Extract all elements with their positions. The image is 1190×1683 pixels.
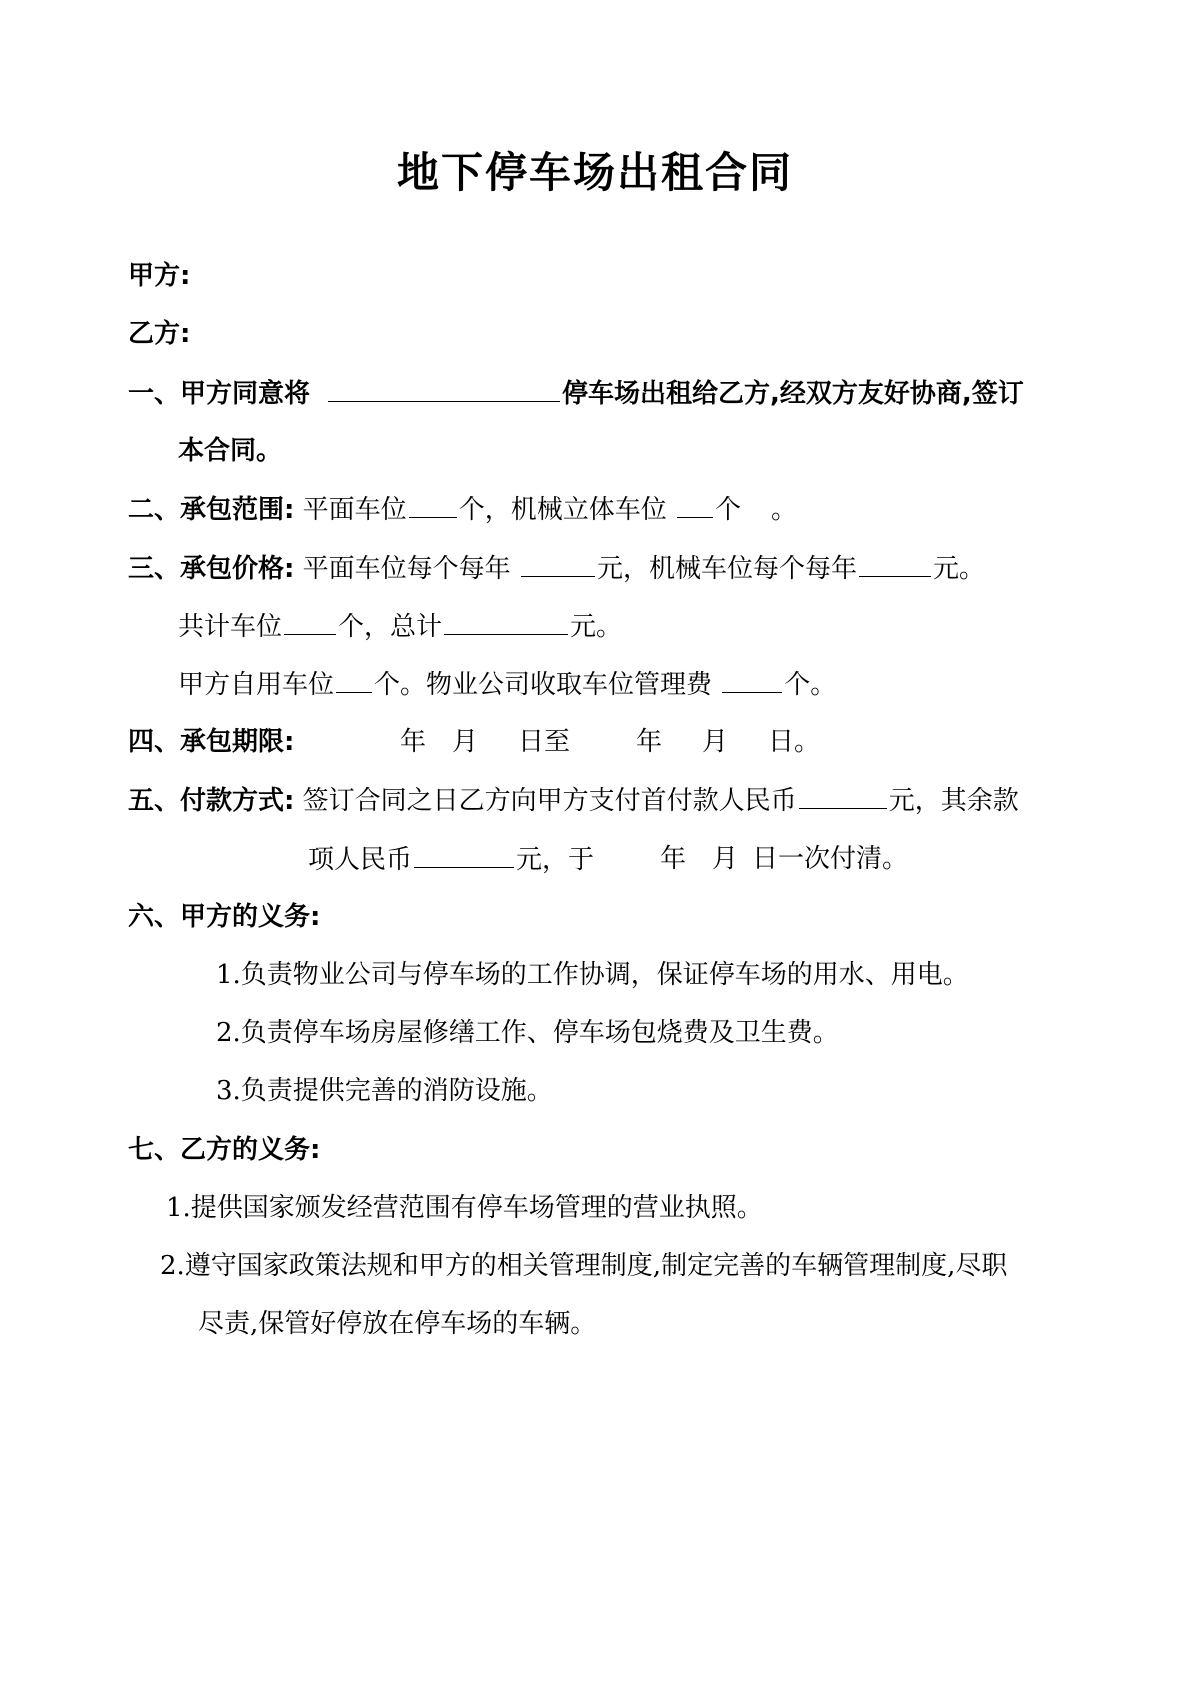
section-7-label: 七、乙方的义务: xyxy=(128,1135,321,1165)
section-4-label: 四、承包期限: xyxy=(128,727,295,757)
section-2-text: 平面车位 xyxy=(302,495,407,525)
section-5-text: 元，于 xyxy=(516,845,595,875)
date-end-month: 月 xyxy=(702,727,729,757)
blank-mechanical-spaces[interactable] xyxy=(677,491,713,518)
section-7-item-2: 2.遵守国家政策法规和甲方的相关管理制度,制定完善的车辆管理制度,尽职 xyxy=(160,1251,1008,1281)
section-7-item-1: 1.提供国家颁发经营范围有停车场管理的营业执照。 xyxy=(166,1193,763,1223)
blank-total-spaces[interactable] xyxy=(284,608,336,635)
section-5-text: 元，其余款 xyxy=(888,786,1019,816)
blank-parking-name[interactable] xyxy=(328,375,560,402)
section-5 xyxy=(128,782,1019,819)
section-1-text: 停车场出租给乙方,经双方友好协商,签订 xyxy=(562,379,1024,409)
date-end-year: 年 xyxy=(636,727,663,757)
section-6-label: 六、甲方的义务: xyxy=(128,902,321,932)
blank-management-fee[interactable] xyxy=(722,666,782,693)
section-3-line-3 xyxy=(178,666,836,703)
section-3-text: 甲方自用车位 xyxy=(178,670,335,700)
section-2-label: 二、承包范围: xyxy=(128,495,295,525)
date-start-day: 日至 xyxy=(518,727,571,757)
section-3-line-2 xyxy=(178,608,622,645)
party-b-label: 乙方: xyxy=(128,319,191,349)
blank-flat-price[interactable] xyxy=(521,550,595,577)
blank-remaining-amount[interactable] xyxy=(414,841,514,868)
date-start-month: 月 xyxy=(452,727,479,757)
blank-self-use-spaces[interactable] xyxy=(336,666,372,693)
section-2-text: 个，机械立体车位 xyxy=(458,495,667,525)
section-2-text: 。 xyxy=(770,495,797,525)
section-5-label: 五、付款方式: xyxy=(128,786,295,816)
pay-month: 月 xyxy=(712,844,739,874)
blank-flat-spaces[interactable] xyxy=(409,491,457,518)
section-6-item-3: 3.负责提供完善的消防设施。 xyxy=(216,1076,553,1106)
section-3-text: 元。 xyxy=(570,612,623,642)
blank-down-payment[interactable] xyxy=(799,782,887,809)
pay-year: 年 xyxy=(660,844,687,874)
section-3-label: 三、承包价格: xyxy=(128,554,295,584)
section-7-item-2-continuation: 尽责,保管好停放在停车场的车辆。 xyxy=(198,1309,597,1339)
section-6-item-1: 1.负责物业公司与停车场的工作协调，保证停车场的用水、用电。 xyxy=(216,960,969,990)
section-1 xyxy=(128,375,1024,412)
blank-total-amount[interactable] xyxy=(444,608,568,635)
date-start-year: 年 xyxy=(400,727,427,757)
section-3-text: 个。物业公司收取车位管理费 xyxy=(374,670,713,700)
section-6-item-2: 2.负责停车场房屋修缮工作、停车场包烧费及卫生费。 xyxy=(216,1018,839,1048)
section-3-text: 元，机械车位每个每年 xyxy=(596,554,857,584)
section-3-text: 个。 xyxy=(784,670,837,700)
document-title: 地下停车场出租合同 xyxy=(396,148,793,197)
section-5-line-2 xyxy=(308,841,594,878)
date-end-day: 日。 xyxy=(768,727,821,757)
section-5-text: 签订合同之日乙方向甲方支付首付款人民币 xyxy=(302,786,797,816)
section-3-text: 元。 xyxy=(932,554,985,584)
blank-mechanical-price[interactable] xyxy=(859,550,931,577)
section-1-continuation: 本合同。 xyxy=(178,436,283,466)
section-2-text: 个 xyxy=(714,495,741,525)
section-2 xyxy=(128,491,797,528)
section-1-label: 一、甲方同意将 xyxy=(128,379,311,409)
section-5-text: 项人民币 xyxy=(308,845,413,875)
section-3-text: 个，总计 xyxy=(338,612,443,642)
party-a-label: 甲方: xyxy=(128,261,191,291)
section-3 xyxy=(128,550,985,587)
section-3-text: 共计车位 xyxy=(178,612,283,642)
pay-day-text: 日一次付清。 xyxy=(752,844,909,874)
section-3-text: 平面车位每个每年 xyxy=(302,554,511,584)
